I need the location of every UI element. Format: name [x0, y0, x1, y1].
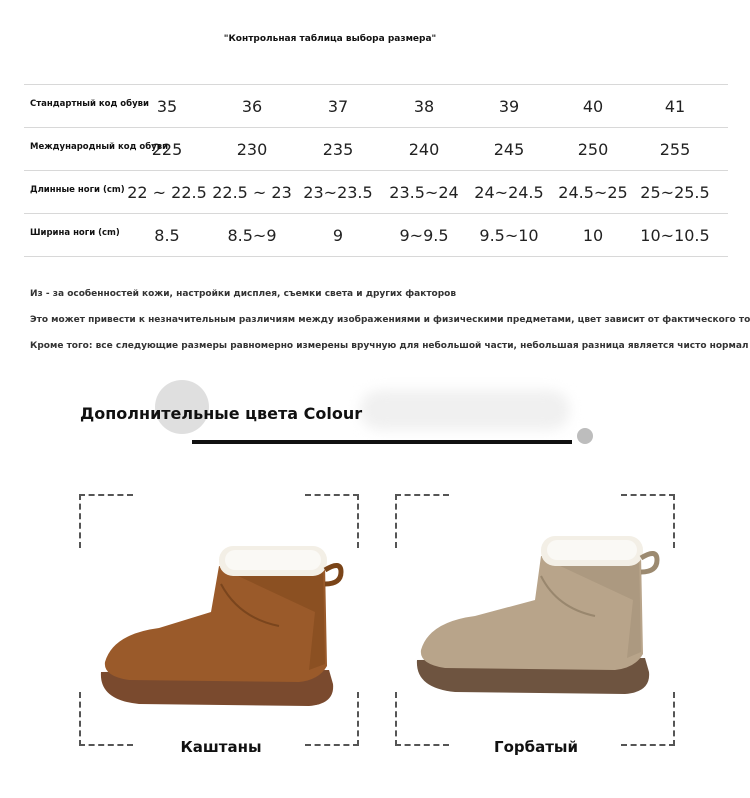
table-row [24, 84, 728, 127]
decorative-blur [360, 390, 570, 430]
row-label: Ширина ноги (cm) [30, 228, 120, 238]
table-cell: 37 [327, 97, 349, 116]
table-cell: 8.5~9 [227, 226, 277, 245]
boot-image [395, 494, 675, 746]
table-cell: 23~23.5 [303, 183, 373, 202]
table-cell: 23.5~24 [389, 183, 459, 202]
row-label: Международный код обуви [30, 142, 169, 152]
table-cell: 35 [156, 97, 178, 116]
table-row [24, 213, 728, 257]
size-chart-title: "Контрольная таблица выбора размера" [223, 34, 437, 44]
row-label: Длинные ноги (cm) [30, 185, 125, 195]
decorative-dot [577, 428, 593, 444]
table-cell: 255 [659, 140, 691, 159]
color-name-camel: Горбатый [494, 738, 578, 756]
table-cell: 10~10.5 [640, 226, 710, 245]
table-cell: 240 [408, 140, 440, 159]
table-cell: 9 [332, 226, 344, 245]
table-cell: 9.5~10 [479, 226, 539, 245]
table-row [24, 127, 728, 170]
table-cell: 41 [664, 97, 686, 116]
table-cell: 24~24.5 [474, 183, 544, 202]
boot-camel [417, 536, 657, 694]
table-cell: 39 [498, 97, 520, 116]
disclaimer-note: Это может привести к незначительным различиям между изображениями и физическими предметами, цвет зависит от фактического то [30, 315, 750, 325]
table-cell: 10 [582, 226, 604, 245]
table-cell: 9~9.5 [399, 226, 449, 245]
disclaimer-note: Кроме того: все следующие размеры равномерно измерены вручную для небольшой части, небольшая разница является чисто нормал [30, 341, 749, 351]
table-cell: 245 [493, 140, 525, 159]
table-row [24, 170, 728, 213]
boot-image [79, 494, 359, 746]
product-card-camel[interactable] [395, 494, 675, 746]
table-cell: 36 [241, 97, 263, 116]
table-cell: 230 [236, 140, 268, 159]
table-cell: 22.5 ~ 23 [212, 183, 292, 202]
table-cell: 40 [582, 97, 604, 116]
table-cell: 25~25.5 [640, 183, 710, 202]
table-cell: 250 [577, 140, 609, 159]
table-cell: 225 [151, 140, 183, 159]
table-cell: 24.5~25 [558, 183, 628, 202]
product-card-chestnut[interactable] [79, 494, 359, 746]
size-table [24, 84, 728, 257]
color-name-chestnut: Каштаны [180, 738, 262, 756]
disclaimer-note: Из - за особенностей кожи, настройки дисплея, съемки света и других факторов [30, 289, 457, 299]
section-title: Дополнительные цвета Colour [80, 404, 363, 423]
section-divider [192, 440, 572, 444]
table-cell: 235 [322, 140, 354, 159]
table-cell: 22 ~ 22.5 [127, 183, 207, 202]
boot-chestnut [101, 546, 341, 706]
row-label: Стандартный код обуви [30, 99, 149, 109]
table-cell: 8.5 [154, 226, 180, 245]
table-cell: 38 [413, 97, 435, 116]
